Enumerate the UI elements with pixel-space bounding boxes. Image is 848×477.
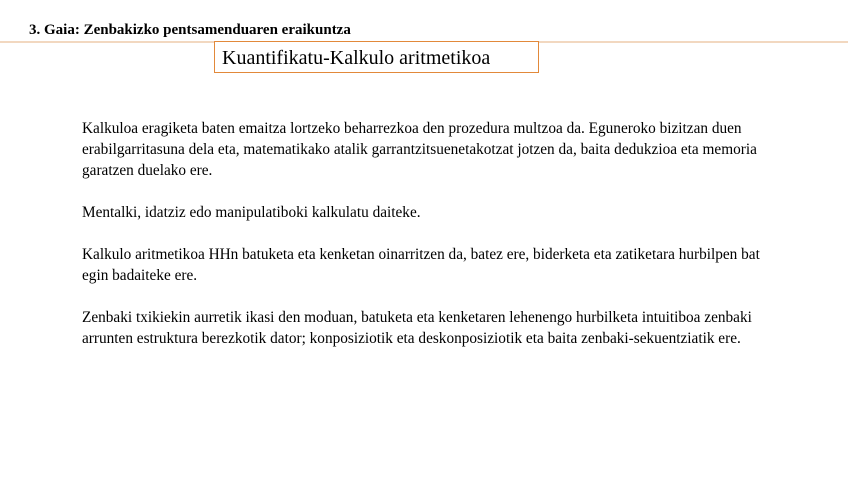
subtitle-box [214,41,539,73]
body-text [82,118,782,370]
paragraph-definition: Kalkuloa eragiketa baten emaitza lortzeko beharrezkoa den prozedura multzoa da. Eguneroko bizitzan duen erabilgarritasuna dela eta, matematikako atalik garrantzitsuenetakotzat jotzen da, baita dedukzioa eta memoria garatzen duelako ere. [82,120,757,179]
subtitle-label: Kuantifikatu-Kalkulo aritmetikoa [222,47,491,69]
paragraph-arithmetic: Kalkulo aritmetikoa HHn batuketa eta kenketan oinarritzen da, batez ere, biderketa eta zatiketara hurbilpen bat egin badaiteke ere. [82,246,760,284]
paragraph-intuition: Zenbaki txikiekin aurretik ikasi den moduan, batuketa eta kenketaren lehenengo hurbilketa intuitiboa zenbaki arrunten estruktura berezkotik dator; konposiziotik eta deskonposiziotik eta baita zenbaki-sekuentziatik ere. [82,309,752,347]
section-title: 3. Gaia: Zenbakizko pentsamenduaren eraikuntza [29,22,351,38]
paragraph-methods: Mentalki, idatziz edo manipulatiboki kalkulatu daiteke. [82,204,421,221]
